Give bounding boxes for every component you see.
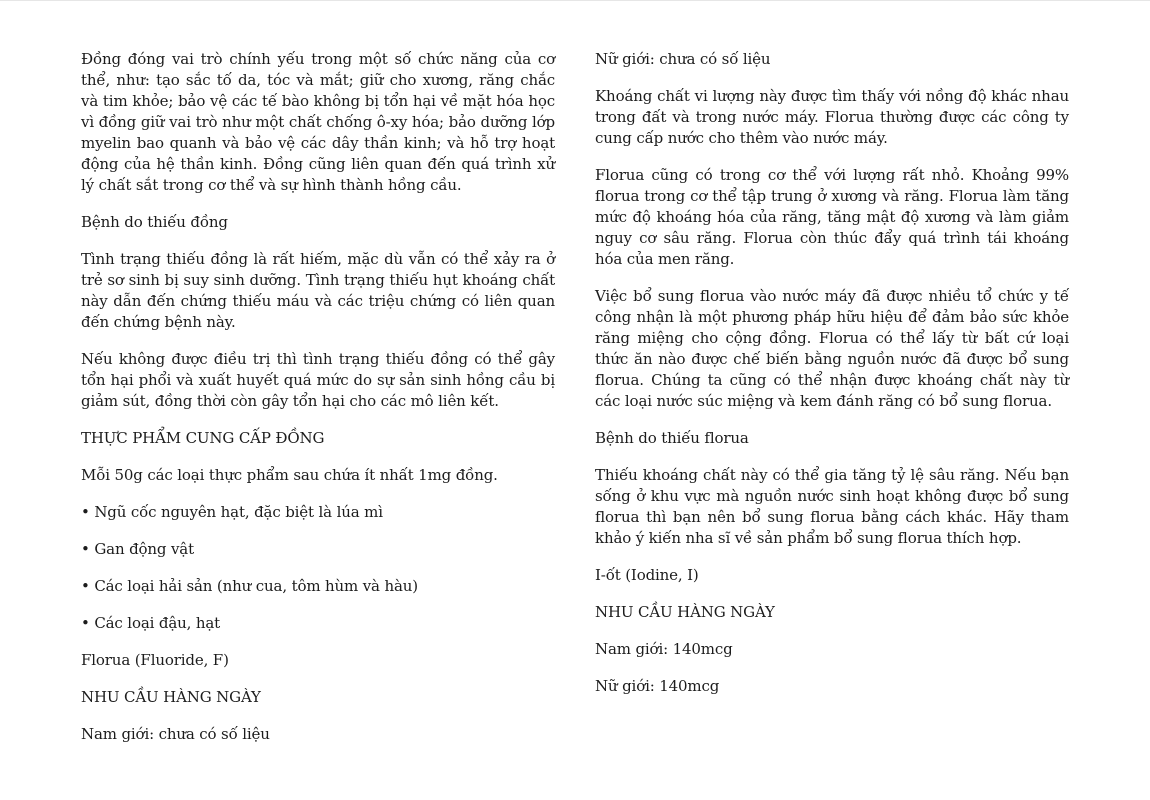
page-top-border [0, 0, 1150, 1]
fluoride-deficiency-heading: Bệnh do thiếu florua [595, 429, 749, 447]
copper-foods-intro: Mỗi 50g các loại thực phẩm sau chứa ít nhất 1mg đồng. [81, 466, 498, 484]
male-requirement: Nam giới: chưa có số liệu [81, 725, 270, 743]
female-requirement: Nữ giới: 140mcg [595, 677, 720, 695]
copper-deficiency-heading: Bệnh do thiếu đồng [81, 213, 228, 231]
right-column [595, 49, 1069, 713]
copper-untreated-paragraph: Nếu không được điều trị thì tình trạng thiếu đồng có thể gây tổn hại phổi và xuất huyết quá mức do sự sản sinh hồng cầu bị giảm sút, đồng thời còn gây tổn hại cho các mô liên kết. [81, 350, 555, 410]
daily-needs-heading: NHU CẦU HÀNG NGÀY [81, 688, 261, 706]
daily-needs-heading: NHU CẦU HÀNG NGÀY [595, 603, 775, 621]
list-item: • Ngũ cốc nguyên hạt, đặc biệt là lúa mì [81, 503, 383, 521]
copper-deficiency-paragraph: Tình trạng thiếu đồng là rất hiếm, mặc dù vẫn có thể xảy ra ở trẻ sơ sinh bị suy sinh dưỡng. Tình trạng thiếu hụt khoáng chất này dẫn đến chứng thiếu máu và các triệu chứng có liên quan đến chứng bệnh này. [81, 250, 555, 331]
fluoride-deficiency-paragraph: Thiếu khoáng chất này có thể gia tăng tỷ lệ sâu răng. Nếu bạn sống ở khu vực mà nguồn nước sinh hoạt không được bổ sung florua thì bạn nên bổ sung florua bằng cách khác. Hãy tham khảo ý kiến nha sĩ về sản phẩm bổ sung florua thích hợp. [595, 466, 1069, 547]
fluoride-section-title: Florua (Fluoride, F) [81, 651, 229, 669]
list-item: • Các loại hải sản (như cua, tôm hùm và hàu) [81, 577, 418, 595]
left-column [81, 49, 555, 761]
list-item: • Các loại đậu, hạt [81, 614, 221, 632]
male-requirement: Nam giới: 140mcg [595, 640, 733, 658]
fluoride-body-paragraph: Florua cũng có trong cơ thể với lượng rất nhỏ. Khoảng 99% florua trong cơ thể tập trung ở xương và răng. Florua làm tăng mức độ khoáng hóa của răng, tăng mật độ xương và làm giảm nguy cơ sâu răng. Florua còn thúc đẩy quá trình tái khoáng hóa của men răng. [595, 166, 1069, 268]
fluoride-supplement-paragraph: Việc bổ sung florua vào nước máy đã được nhiều tổ chức y tế công nhận là một phương pháp hữu hiệu để đảm bảo sức khỏe răng miệng cho cộng đồng. Florua có thể lấy từ bất cứ loại thức ăn nào được chế biến bằng nguồn nước đã được bổ sung florua. Chúng ta cũng có thể nhận được khoáng chất này từ các loại nước súc miệng và kem đánh răng có bổ sung florua. [595, 287, 1069, 410]
female-requirement: Nữ giới: chưa có số liệu [595, 50, 771, 68]
list-item: • Gan động vật [81, 540, 194, 558]
copper-functions-paragraph: Đồng đóng vai trò chính yếu trong một số chức năng của cơ thể, như: tạo sắc tố da, tóc và mắt; giữ cho xương, răng chắc và tim khỏe; bảo vệ các tế bào không bị tổn hại về mặt hóa học vì đồng giữ vai trò như một chất chống ô-xy hóa; bảo dưỡng lớp myelin bao quanh và bảo vệ các dây thần kinh; và hỗ trợ hoạt động của hệ thần kinh. Đồng cũng liên quan đến quá trình xử lý chất sắt trong cơ thể và sự hình thành hồng cầu. [81, 50, 555, 194]
fluoride-sources-paragraph: Khoáng chất vi lượng này được tìm thấy với nồng độ khác nhau trong đất và trong nước máy. Florua thường được các công ty cung cấp nước cho thêm vào nước máy. [595, 87, 1069, 147]
copper-foods-heading: THỰC PHẨM CUNG CẤP ĐỒNG [81, 429, 325, 447]
iodine-section-title: I-ốt (Iodine, I) [595, 566, 699, 584]
